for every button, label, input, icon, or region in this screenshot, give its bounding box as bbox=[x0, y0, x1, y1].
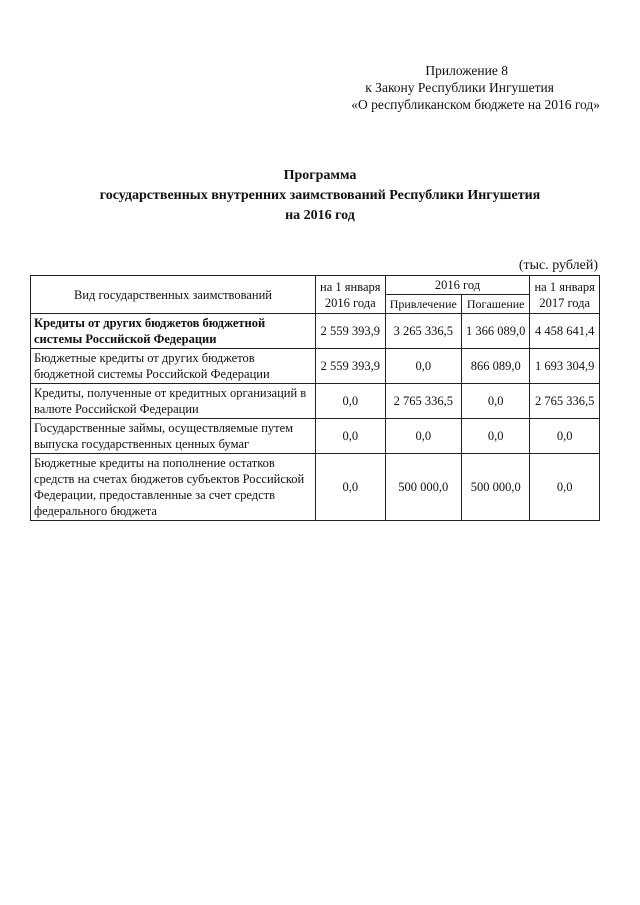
header-repayment: Погашение bbox=[461, 295, 529, 314]
title-line-3: на 2016 год bbox=[285, 208, 355, 223]
row-end: 4 458 641,4 bbox=[530, 314, 600, 349]
row-name: Кредиты от других бюджетов бюджетной системы Российской Федерации bbox=[31, 314, 316, 349]
row-name: Бюджетные кредиты от других бюджетов бюджетной системы Российской Федерации bbox=[31, 349, 316, 384]
row-start: 2 559 393,9 bbox=[316, 314, 386, 349]
header-year: 2016 год bbox=[385, 276, 530, 295]
row-end: 0,0 bbox=[530, 454, 600, 521]
row-attraction: 2 765 336,5 bbox=[385, 384, 461, 419]
header-start-line-2: 2016 года bbox=[324, 295, 376, 310]
header-end-balance bbox=[530, 276, 600, 314]
table-row bbox=[31, 384, 600, 419]
table-row bbox=[31, 349, 600, 384]
row-repayment: 0,0 bbox=[461, 419, 529, 454]
row-start: 0,0 bbox=[316, 454, 386, 521]
title-line-2: государственных внутренних заимствований Республики Ингушетия bbox=[99, 188, 541, 203]
table-row bbox=[31, 419, 600, 454]
header-borrowing-type: Вид государственных заимствований bbox=[31, 276, 316, 314]
row-repayment: 500 000,0 bbox=[461, 454, 529, 521]
appendix-number: Приложение 8 bbox=[425, 63, 508, 78]
header-start-line-1: на 1 января bbox=[320, 279, 381, 294]
document-title bbox=[0, 166, 640, 226]
row-end: 2 765 336,5 bbox=[530, 384, 600, 419]
row-name: Кредиты, полученные от кредитных организаций в валюте Российской Федерации bbox=[31, 384, 316, 419]
row-end: 1 693 304,9 bbox=[530, 349, 600, 384]
row-attraction: 0,0 bbox=[385, 419, 461, 454]
appendix-law-title: «О республиканском бюджете на 2016 год» bbox=[351, 97, 600, 112]
units-label: (тыс. рублей) bbox=[518, 258, 598, 273]
row-name: Бюджетные кредиты на пополнение остатков средств на счетах бюджетов субъектов Российской Федерации, предоставленные за счет средств федерального бюджета bbox=[31, 454, 316, 521]
row-repayment: 1 366 089,0 bbox=[461, 314, 529, 349]
row-repayment: 866 089,0 bbox=[461, 349, 529, 384]
row-end: 0,0 bbox=[530, 419, 600, 454]
title-line-1: Программа bbox=[283, 168, 357, 183]
appendix-header bbox=[290, 62, 600, 113]
row-repayment: 0,0 bbox=[461, 384, 529, 419]
header-start-balance bbox=[316, 276, 386, 314]
row-start: 0,0 bbox=[316, 419, 386, 454]
table-row bbox=[31, 314, 600, 349]
header-end-line-2: 2017 года bbox=[539, 295, 591, 310]
row-start: 0,0 bbox=[316, 384, 386, 419]
header-end-line-1: на 1 января bbox=[534, 279, 595, 294]
row-attraction: 500 000,0 bbox=[385, 454, 461, 521]
row-attraction: 0,0 bbox=[385, 349, 461, 384]
appendix-law-ref: к Закону Республики Ингушетия bbox=[365, 80, 554, 95]
row-attraction: 3 265 336,5 bbox=[385, 314, 461, 349]
header-attraction: Привлечение bbox=[385, 295, 461, 314]
row-name: Государственные займы, осуществляемые путем выпуска государственных ценных бумаг bbox=[31, 419, 316, 454]
table-row bbox=[31, 454, 600, 521]
row-start: 2 559 393,9 bbox=[316, 349, 386, 384]
borrowings-table bbox=[30, 275, 600, 521]
